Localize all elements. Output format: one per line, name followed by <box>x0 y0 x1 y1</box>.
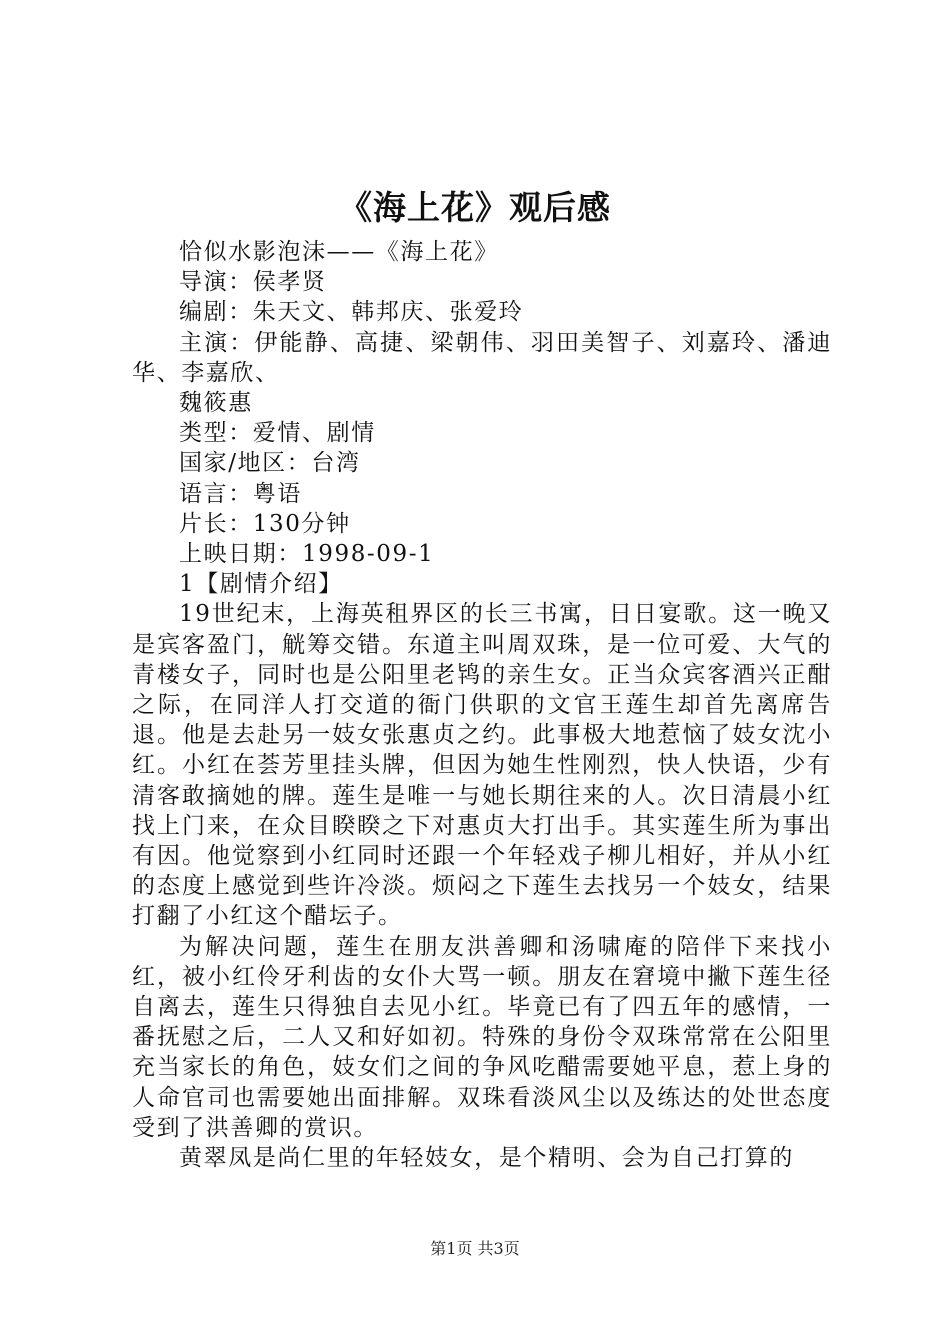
meta-line-cast: 主演：伊能静、高捷、梁朝伟、羽田美智子、刘嘉玲、潘迪华、李嘉欣、 <box>132 329 832 386</box>
meta-line-runtime: 片长：130分钟 <box>179 510 351 537</box>
meta-line-alt-title: 恰似水影泡沫——《海上花》 <box>179 239 499 265</box>
meta-line-director: 导演：侯孝贤 <box>179 269 327 296</box>
body-paragraph: 黄翠凤是尚仁里的年轻妓女，是个精明、会为自己打算的 <box>179 1145 794 1172</box>
page-footer: 第1页 共3页 <box>430 1239 520 1258</box>
meta-line-language: 语言：粤语 <box>179 480 302 507</box>
meta-line-release-date: 上映日期：1998-09-1 <box>179 541 435 568</box>
meta-line-region: 国家/地区：台湾 <box>179 450 361 477</box>
body-paragraph: 19世纪末，上海英租界区的长三书寓，日日宴歌。这一晚又是宾客盈门，觥筹交错。东道主叫周双珠，是一位可爱、大气的青楼女子，同时也是公阳里老鸨的亲生女。正当众宾客酒兴正酣之际，在同洋人打交道的衙门供职的文官王莲生却首先离席告退。他是去赴另一妓女张惠贞之约。此事极大地惹恼了妓女沈小红。小红在荟芳里挂头牌，但因为她生性刚烈，快人快语，少有清客敢摘她的牌。莲生是唯一与她长期往来的人。次日清晨小红找上门来，在众目睽睽之下对惠贞大打出手。其实莲生所为事出有因。他觉察到小红同时还跟一个年轻戏子柳儿相好，并从小红的态度上感觉到些许冷淡。烦闷之下莲生去找另一个妓女，结果打翻了小红这个醋坛子。 <box>132 601 832 930</box>
document-title: 《海上花》观后感 <box>339 188 611 227</box>
meta-line-cast-continued: 魏筱惠 <box>179 390 253 417</box>
body-paragraph: 为解决问题，莲生在朋友洪善卿和汤啸庵的陪伴下来找小红，被小红伶牙利齿的女仆大骂一顿。朋友在窘境中撇下莲生径自离去，莲生只得独自去见小红。毕竟已有了四五年的感情，一番抚慰之后，二人又和好如初。特殊的身份令双珠常常在公阳里充当家长的角色，妓女们之间的争风吃醋需要她平息，惹上身的人命官司也需要她出面排解。双珠看淡风尘以及练达的处世态度受到了洪善卿的赏识。 <box>132 933 832 1141</box>
meta-line-writers: 编剧：朱天文、韩邦庆、张爱玲 <box>179 299 524 326</box>
section-heading-plot: 1【剧情介绍】 <box>179 571 343 598</box>
meta-line-genre: 类型：爱情、剧情 <box>179 420 376 447</box>
document-body <box>132 237 832 1173</box>
